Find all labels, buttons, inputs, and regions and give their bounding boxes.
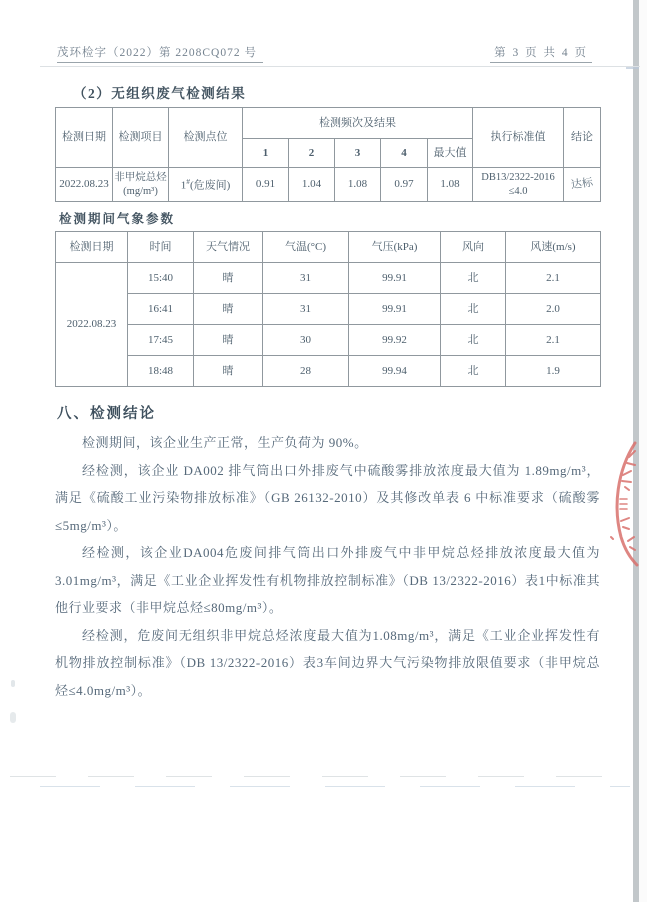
gas-col-header-standard: 执行标准值 [473,108,564,168]
point-location: (危废间) [189,179,231,192]
scan-artifact-speck [10,712,16,723]
document-number: 茂环检字（2022）第 2208CQ072 号 [57,44,263,63]
conclusion-paragraph-production: 检测期间，该企业生产正常，生产负荷为 90%。 [82,435,368,450]
gas-test-results-table [55,107,601,202]
scan-artifact-speck [11,680,15,687]
conclusion-section [55,402,600,704]
weather-cell-wind-speed: 1.9 [506,356,601,387]
gas-subcol-2: 2 [289,139,335,168]
conclusion-section-title: 八、检测结论 [57,406,156,422]
weather-col-header-pressure: 气压(kPa) [349,232,441,263]
weather-cell-wind-dir: 北 [441,356,506,387]
weather-cell-pressure: 99.94 [349,356,441,387]
weather-cell-pressure: 99.91 [349,263,441,294]
weather-cell-condition: 晴 [194,294,263,325]
gas-col-header-point: 检测点位 [169,108,243,168]
weather-cell-date: 2022.08.23 [56,263,128,387]
page-number-indicator: 第 3 页 共 4 页 [490,44,592,63]
red-seal-stamp-fragment [601,441,639,569]
weather-cell-wind-dir: 北 [441,294,506,325]
scan-artifact-smudge [40,786,630,787]
gas-cell-value-4: 0.97 [381,168,428,202]
weather-col-header-date: 检测日期 [56,232,128,263]
gas-col-header-item: 检测项目 [113,108,169,168]
weather-parameters-table [55,231,601,387]
gas-cell-value-max: 1.08 [428,168,473,202]
gas-subcol-3: 3 [335,139,381,168]
gas-cell-conclusion [564,168,601,202]
scan-artifact-dash [626,67,639,69]
scan-artifact-smudge [10,776,630,777]
gas-cell-item [113,168,169,202]
weather-col-header-temp: 气温(°C) [263,232,349,263]
weather-col-header-wind-dir: 风向 [441,232,506,263]
conclusion-stamp-text: 达标 [570,177,594,192]
weather-col-header-time: 时间 [128,232,194,263]
gas-cell-point [169,168,243,202]
scan-background [639,0,647,902]
point-number: 1 [180,179,187,192]
page-header [57,44,592,63]
weather-cell-time: 17:45 [128,325,194,356]
gas-subcol-max: 最大值 [428,139,473,168]
weather-cell-condition: 晴 [194,263,263,294]
gas-cell-value-2: 1.04 [289,168,335,202]
standard-code: DB13/2322-2016 [481,172,555,184]
weather-cell-pressure: 99.91 [349,294,441,325]
gas-item-name: 非甲烷总烃 [114,172,167,184]
weather-cell-condition: 晴 [194,325,263,356]
weather-cell-temp: 28 [263,356,349,387]
point-superscript: # [186,176,190,186]
gas-cell-standard [473,168,564,202]
conclusion-paragraph-unorganized: 经检测，危废间无组织非甲烷总烃浓度最大值为1.08mg/m³，满足《工业企业挥发性有机物排放控制标准》（DB 13/2322-2016）表3车间边界大气污染物排放限值要求（非甲烷总烃≤4.0mg/m³）。 [55,627,600,698]
weather-cell-wind-speed: 2.1 [506,263,601,294]
weather-cell-temp: 30 [263,325,349,356]
section-title-unorganized-gas: （2）无组织废气检测结果 [73,86,247,101]
weather-cell-wind-dir: 北 [441,325,506,356]
weather-col-header-condition: 天气情况 [194,232,263,263]
gas-subcol-1: 1 [243,139,289,168]
standard-limit: ≤4.0 [508,185,528,197]
weather-row [56,294,601,325]
gas-col-header-date: 检测日期 [56,108,113,168]
gas-cell-date: 2022.08.23 [56,168,113,202]
weather-cell-wind-speed: 2.0 [506,294,601,325]
gas-col-header-conclusion: 结论 [564,108,601,168]
gas-cell-value-3: 1.08 [335,168,381,202]
weather-cell-time: 16:41 [128,294,194,325]
weather-cell-wind-speed: 2.1 [506,325,601,356]
weather-cell-temp: 31 [263,294,349,325]
header-divider [40,66,640,67]
weather-cell-time: 18:48 [128,356,194,387]
gas-item-unit: (mg/m³) [123,185,158,197]
gas-subcol-4: 4 [381,139,428,168]
weather-cell-condition: 晴 [194,356,263,387]
weather-col-header-wind-speed: 风速(m/s) [506,232,601,263]
weather-cell-wind-dir: 北 [441,263,506,294]
weather-row [56,356,601,387]
weather-cell-temp: 31 [263,263,349,294]
report-body [55,82,600,704]
weather-row [56,325,601,356]
conclusion-paragraph-da002: 经检测，该企业 DA002 排气筒出口外排废气中硫酸雾排放浓度最大值为 1.89mg/m³，满足《硫酸工业污染物排放标准》（GB 26132-2010）及其修改单表 6 中标准要求（硫酸雾≤5mg/m³）。 [55,462,600,533]
weather-row [56,263,601,294]
gas-col-header-frequency-results: 检测频次及结果 [243,108,473,139]
weather-cell-time: 15:40 [128,263,194,294]
conclusion-paragraph-da004: 经检测，该企业DA004危废间排气筒出口外排废气中非甲烷总烃排放浓度最大值为3.01mg/m³，满足《工业企业挥发性有机物排放控制标准》（DB 13/2322-2016）表1中标准其他行业要求（非甲烷总烃≤80mg/m³）。 [55,545,600,615]
weather-cell-pressure: 99.92 [349,325,441,356]
weather-parameters-title: 检测期间气象参数 [59,212,176,226]
gas-cell-value-1: 0.91 [243,168,289,202]
